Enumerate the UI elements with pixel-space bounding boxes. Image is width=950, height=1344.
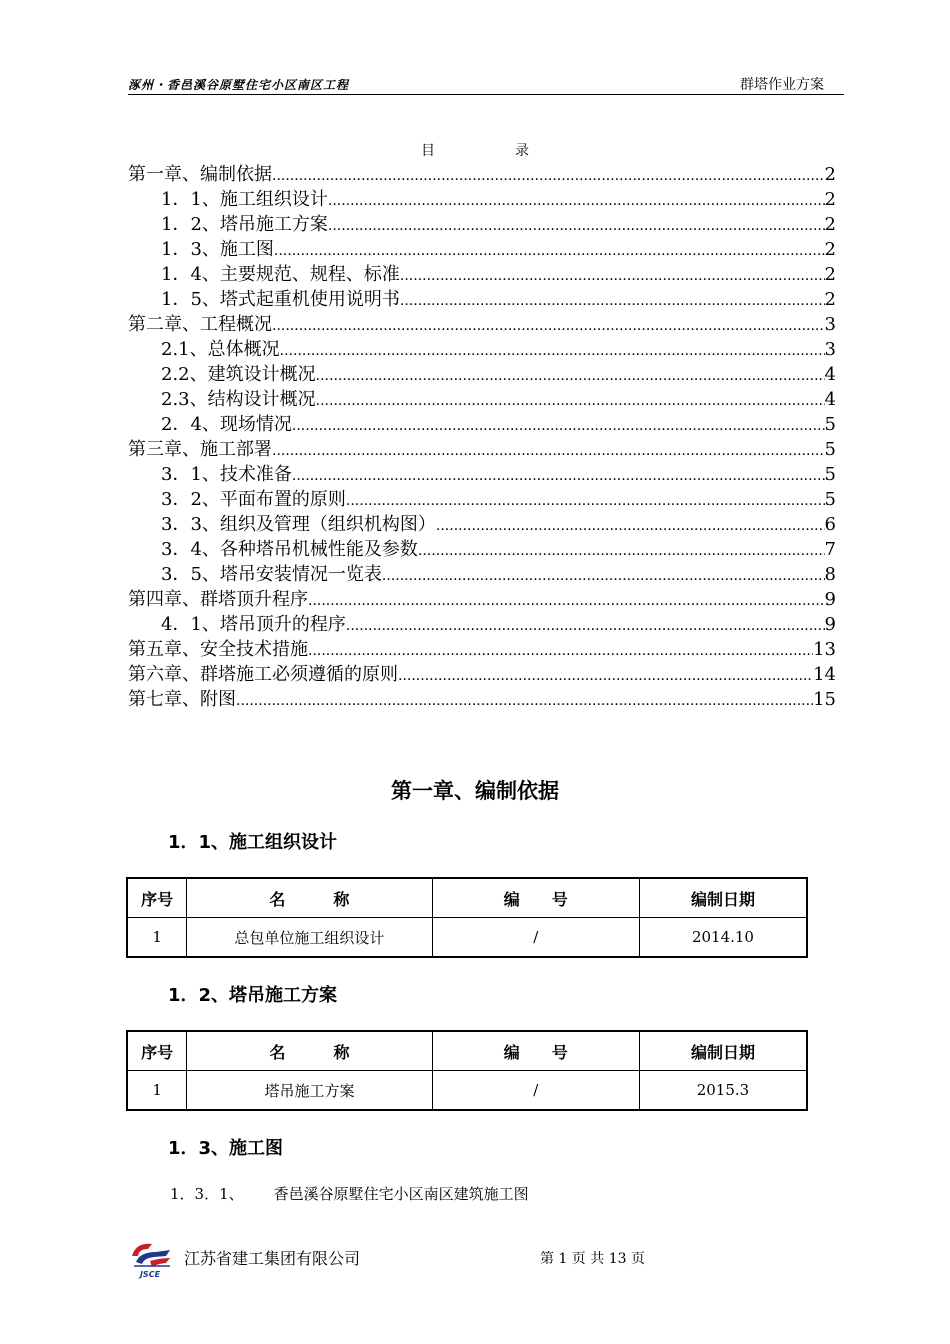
cell-name: 总包单位施工组织设计 [187, 918, 432, 958]
toc-leader-dots [436, 514, 825, 537]
toc-entry-page: 2 [824, 264, 836, 285]
table-row [127, 918, 807, 958]
subsection-text: 香邑溪谷原墅住宅小区南区建筑施工图 [273, 1185, 529, 1203]
toc-leader-dots [398, 664, 813, 687]
toc-entry-page: 5 [824, 464, 836, 485]
toc-heading-char-2: 录 [515, 143, 529, 159]
table-construction-design [126, 877, 808, 958]
toc-entry-label: 第三章、施工部署 [128, 439, 272, 460]
toc-entry-label: 第一章、编制依据 [128, 164, 272, 185]
toc-entry[interactable] [128, 512, 836, 537]
toc-leader-dots [316, 364, 825, 387]
toc-entry-label: 第五章、安全技术措施 [128, 639, 308, 660]
toc-entry[interactable] [128, 487, 836, 512]
header-cell-no: 序号 [127, 878, 187, 918]
toc-leader-dots [346, 489, 825, 512]
toc-entry-label: 3．5、塔吊安装情况一览表 [161, 564, 382, 585]
toc-leader-dots [400, 289, 825, 312]
toc-entry[interactable] [128, 612, 836, 637]
toc-entry-page: 2 [824, 289, 836, 310]
header-cell-name: 名 称 [187, 878, 432, 918]
toc-entry-page: 6 [824, 514, 836, 535]
table-header-row [127, 878, 807, 918]
toc-entry-page: 3 [824, 339, 836, 360]
toc-entry-page: 5 [824, 439, 836, 460]
table-header-row [127, 1031, 807, 1071]
toc-leader-dots [400, 264, 825, 287]
toc-leader-dots [382, 564, 825, 587]
toc-entry-label: 4．1、塔吊顶升的程序 [161, 614, 346, 635]
toc-leader-dots [418, 539, 825, 562]
cell-code: / [432, 1071, 639, 1111]
toc-entry[interactable] [128, 662, 836, 687]
toc-leader-dots [292, 414, 825, 437]
toc-entry-page: 2 [824, 164, 836, 185]
toc-entry-page: 4 [824, 389, 836, 410]
toc-entry[interactable] [128, 587, 836, 612]
toc-entry[interactable] [128, 187, 836, 212]
company-logo-icon [126, 1236, 174, 1280]
toc-heading [0, 140, 950, 160]
toc-entry-label: 1．5、塔式起重机使用说明书 [161, 289, 400, 310]
section-title-1-1: 1．1、施工组织设计 [168, 832, 338, 853]
toc-entry[interactable] [128, 462, 836, 487]
toc-leader-dots [308, 639, 813, 662]
toc-leader-dots [316, 389, 825, 412]
toc-entry[interactable] [128, 312, 836, 337]
footer-page-number: 第 1 页 共 13 页 [540, 1251, 645, 1267]
header-cell-code: 编 号 [432, 1031, 639, 1071]
toc-entry[interactable] [128, 362, 836, 387]
toc-entry-page: 4 [824, 364, 836, 385]
toc-entry-label: 第四章、群塔顶升程序 [128, 589, 308, 610]
toc-entry-label: 3．3、组织及管理（组织机构图） [161, 514, 436, 535]
table-tower-crane-plan [126, 1030, 808, 1111]
toc-entry-label: 第七章、附图 [128, 689, 236, 710]
toc-entry-page: 8 [824, 564, 836, 585]
header-doc-title: 群塔作业方案 [740, 77, 824, 93]
toc-entry[interactable] [128, 337, 836, 362]
toc-leader-dots [272, 314, 825, 337]
toc-entry-page: 14 [813, 664, 836, 685]
toc-entry-page: 3 [824, 314, 836, 335]
header-cell-name: 名 称 [187, 1031, 432, 1071]
toc-entry[interactable] [128, 687, 836, 712]
header-cell-date: 编制日期 [639, 1031, 807, 1071]
footer-company: 江苏省建工集团有限公司 [184, 1249, 361, 1268]
toc-entry[interactable] [128, 387, 836, 412]
toc-entry-page: 15 [813, 689, 836, 710]
toc-leader-dots [292, 464, 825, 487]
toc-entry-label: 2.3、结构设计概况 [161, 389, 316, 410]
toc-entry-page: 5 [824, 414, 836, 435]
toc-entry-page: 5 [824, 489, 836, 510]
toc-entry[interactable] [128, 562, 836, 587]
toc-entry-page: 9 [824, 614, 836, 635]
toc-entry[interactable] [128, 212, 836, 237]
toc-leader-dots [272, 164, 825, 187]
toc-entry-label: 2.2、建筑设计概况 [161, 364, 316, 385]
subsection-number: 1．3．1、 [170, 1185, 244, 1203]
toc-entry[interactable] [128, 537, 836, 562]
toc-entry-label: 1．3、施工图 [161, 239, 274, 260]
toc-entry-label: 第二章、工程概况 [128, 314, 272, 335]
toc-entry[interactable] [128, 637, 836, 662]
toc-entry-label: 1．1、施工组织设计 [161, 189, 328, 210]
header-cell-code: 编 号 [432, 878, 639, 918]
toc-heading-char-1: 目 [421, 143, 435, 159]
page-footer [126, 1236, 846, 1280]
toc-entry[interactable] [128, 237, 836, 262]
toc-leader-dots [274, 239, 825, 262]
toc-entry-page: 2 [824, 239, 836, 260]
toc-leader-dots [346, 614, 825, 637]
toc-entry-page: 2 [824, 189, 836, 210]
toc-entry-page: 7 [824, 539, 836, 560]
chapter-title: 第一章、编制依据 [391, 779, 559, 803]
toc-entry[interactable] [128, 412, 836, 437]
toc-leader-dots [328, 214, 825, 237]
toc-entry-label: 2.1、总体概况 [161, 339, 280, 360]
toc-leader-dots [328, 189, 825, 212]
header-project-name: 涿州・香邑溪谷原墅住宅小区南区工程 [128, 78, 350, 92]
cell-name: 塔吊施工方案 [187, 1071, 432, 1111]
toc-entry-page: 13 [813, 639, 836, 660]
toc-entry-page: 2 [824, 214, 836, 235]
logo-text: JSCE [139, 1270, 161, 1279]
cell-code: / [432, 918, 639, 958]
toc-leader-dots [280, 339, 825, 362]
toc-entry-label: 2．4、现场情况 [161, 414, 292, 435]
toc-entry-label: 3．2、平面布置的原则 [161, 489, 346, 510]
header-cell-no: 序号 [127, 1031, 187, 1071]
section-title-1-2: 1．2、塔吊施工方案 [168, 985, 338, 1006]
toc-entry[interactable] [128, 262, 836, 287]
cell-no: 1 [127, 918, 187, 958]
cell-date: 2015.3 [639, 1071, 807, 1111]
toc-entry-label: 3．1、技术准备 [161, 464, 292, 485]
table-of-contents [128, 162, 836, 712]
toc-entry[interactable] [128, 437, 836, 462]
table-row [127, 1071, 807, 1111]
toc-entry-label: 第六章、群塔施工必须遵循的原则 [128, 664, 398, 685]
toc-leader-dots [236, 689, 813, 712]
toc-leader-dots [308, 589, 825, 612]
toc-entry[interactable] [128, 287, 836, 312]
cell-no: 1 [127, 1071, 187, 1111]
page-header [128, 74, 844, 95]
cell-date: 2014.10 [639, 918, 807, 958]
section-title-1-3: 1．3、施工图 [168, 1138, 284, 1159]
header-cell-date: 编制日期 [639, 878, 807, 918]
toc-entry[interactable] [128, 162, 836, 187]
toc-leader-dots [272, 439, 825, 462]
toc-entry-label: 1．4、主要规范、规程、标准 [161, 264, 400, 285]
toc-entry-label: 3．4、各种塔吊机械性能及参数 [161, 539, 418, 560]
toc-entry-label: 1．2、塔吊施工方案 [161, 214, 328, 235]
toc-entry-page: 9 [824, 589, 836, 610]
subsection-item [170, 1183, 529, 1204]
